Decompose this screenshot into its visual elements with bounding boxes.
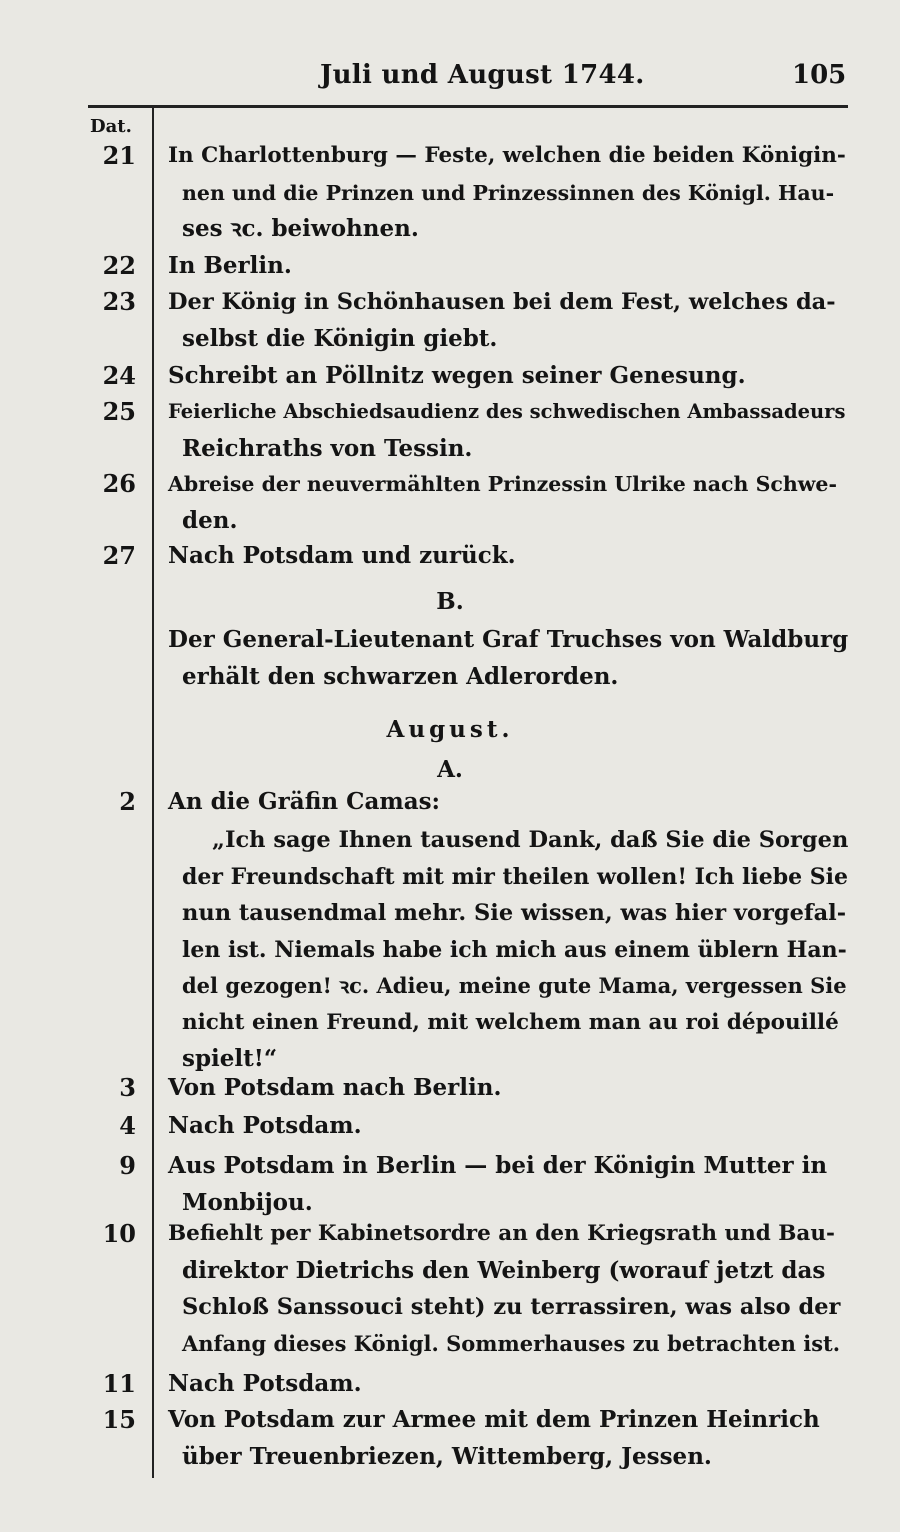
header-rule [88,105,848,108]
entry-text [168,1402,848,1475]
running-header [0,60,900,94]
month-heading: August. [386,716,514,743]
entry-date: 10 [102,1219,136,1248]
entry-text [168,358,848,395]
entry-line: direktor Dietrichs den Weinberg (worauf jetzt das [182,1256,826,1284]
entry-text [168,622,848,695]
entry-text [168,284,848,357]
entry-line: Befiehlt per Kabinetsordre an den Kriegsrath und Bau- [168,1221,835,1246]
entry-line: Abreise der neuvermählten Prinzessin Ulrike nach Schwe- [168,472,837,496]
entry-date: 2 [119,787,136,816]
entry-line: Der König in Schönhausen bei dem Fest, welches da- [168,289,836,315]
entry-line: Schloß Sanssouci steht) zu terrassiren, was also der [182,1294,841,1320]
entry-text [168,1148,848,1221]
entry-date: 23 [102,287,136,316]
entry-line: den. [182,506,238,534]
section-a-heading: A. [437,756,463,783]
entry-text [168,466,848,539]
entry-text [168,394,848,467]
entry-line: Aus Potsdam in Berlin — bei der Königin Mutter in [168,1152,828,1179]
quote-line: „Ich sage Ihnen tausend Dank, daß Sie die Sorgen [212,827,849,853]
entry-line: Der General-Lieutenant Graf Truchses von Waldburg [168,626,849,653]
entry-text [168,784,848,821]
entry-date: 4 [119,1111,136,1140]
entry-text [168,538,848,575]
entry-line: Monbijou. [182,1188,313,1216]
entry-line: Anfang dieses Königl. Sommerhauses zu betrachten ist. [182,1330,841,1356]
entry-line: In Charlottenburg — Feste, welchen die beiden Königin- [168,143,846,168]
entry-line: Von Potsdam zur Armee mit dem Prinzen Heinrich [168,1406,820,1433]
entry-line: Von Potsdam nach Berlin. [168,1074,502,1101]
entry-line: nen und die Prinzen und Prinzessinnen des Königl. Hau- [182,180,835,205]
entry-date: 22 [102,251,136,280]
entry-text [168,1216,848,1362]
entry-text [168,1070,848,1107]
date-column-rule [152,108,154,1478]
entry-line: Nach Potsdam. [168,1112,362,1139]
entry-date: 24 [102,361,136,390]
quote-line: spielt!“ [182,1045,278,1072]
entry-date: 25 [102,397,136,426]
date-column-label: Dat. [90,116,132,137]
entry-date: 11 [102,1369,136,1398]
entry-line: Nach Potsdam und zurück. [168,542,516,569]
header-title: Juli und August 1744. [320,60,645,90]
entry-line: Reichraths von Tessin. [182,434,473,462]
entry-line: selbst die Königin giebt. [182,324,498,352]
quote-line: del gezogen! ꝛc. Adieu, meine gute Mama, vergessen Sie [182,973,847,998]
entry-date: 3 [119,1073,136,1102]
section-b-heading: B. [436,588,464,615]
entry-line: Feierliche Abschiedsaudienz des schwedischen Ambassadeurs [168,400,846,423]
entry-date: 15 [102,1405,136,1434]
entry-text [168,138,848,248]
page-number: 105 [792,60,847,90]
quote-line: nun tausendmal mehr. Sie wissen, was hier vorgefal- [182,900,847,926]
entry-line: über Treuenbriezen, Wittemberg, Jessen. [182,1442,712,1470]
letter-quote [182,822,850,1078]
entry-line: An die Gräfin Camas: [168,788,441,815]
entry-date: 21 [102,141,136,170]
entry-text [168,1366,848,1403]
entry-date: 27 [102,541,136,570]
quote-line: nicht einen Freund, mit welchem man au roi dépouillé [182,1009,839,1035]
entry-line: In Berlin. [168,252,292,279]
entry-line: ses ꝛc. beiwohnen. [182,215,419,242]
entry-text [168,248,848,285]
entry-text [168,1108,848,1145]
quote-line: der Freundschaft mit mir theilen wollen! Ich liebe Sie [182,863,848,890]
entry-date: 26 [102,469,136,498]
entry-line: Nach Potsdam. [168,1370,362,1397]
entry-line: Schreibt an Pöllnitz wegen seiner Genesung. [168,362,746,389]
quote-line: len ist. Niemals habe ich mich aus einem üblern Han- [182,936,847,963]
entry-line: erhält den schwarzen Adlerorden. [182,662,619,690]
entry-date: 9 [119,1151,136,1180]
